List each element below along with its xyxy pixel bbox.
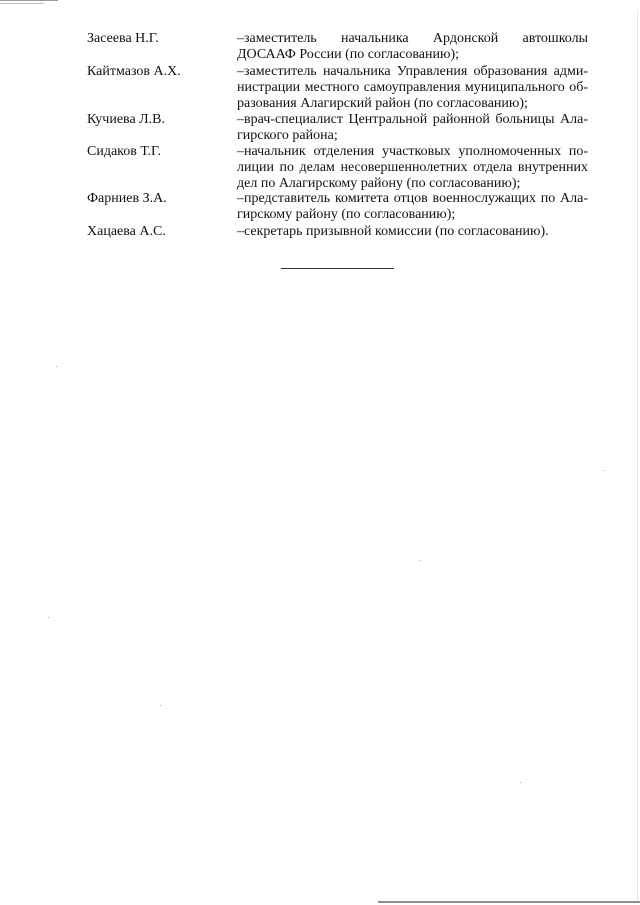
scan-speck <box>56 366 57 367</box>
member-role <box>237 144 588 192</box>
member-name: Кучиева Л.В. <box>87 112 166 127</box>
member-name: Хацаева А.С. <box>87 224 166 239</box>
member-role-line: лиции по делам несовершеннолетних отдела внутренних <box>237 160 588 175</box>
scan-speck <box>48 617 49 618</box>
scan-edge-tick <box>0 3 44 4</box>
scan-edge-line <box>0 0 58 1</box>
member-role-line: –представитель комитета отцов военнослужащих по Ала- <box>237 191 588 206</box>
member-role <box>237 224 588 240</box>
member-role-line: –заместитель начальника Управления образования адми- <box>237 64 588 79</box>
member-name: Кайтмазов А.Х. <box>87 64 181 79</box>
member-role <box>237 64 588 112</box>
member-role-line: –начальник отделения участковых уполномоченных по- <box>237 144 588 159</box>
scan-right-edge <box>637 10 638 903</box>
scan-speck <box>603 470 604 471</box>
member-role-line: –секретарь призывной комиссии (по согласованию). <box>237 224 549 239</box>
member-name: Фарниев З.А. <box>87 191 167 206</box>
member-role-line: ДОСААФ России (по согласованию); <box>237 47 460 62</box>
member-role <box>237 112 588 144</box>
member-role-line: нистрации местного самоуправления муниципального об- <box>237 80 588 95</box>
member-role-line: гирскому району (по согласованию); <box>237 207 456 222</box>
member-name: Засеева Н.Г. <box>87 31 159 46</box>
member-role-line: –врач-специалист Центральной районной больницы Ала- <box>237 112 588 127</box>
end-of-list-rule <box>281 268 394 269</box>
member-role-line: гирского района; <box>237 128 338 143</box>
member-role-line: дел по Алагирскому району (по согласованию); <box>237 176 521 191</box>
scan-speck <box>160 705 161 706</box>
member-role <box>237 31 588 63</box>
scan-speck <box>420 560 421 561</box>
member-name: Сидаков Т.Г. <box>87 144 162 159</box>
member-role-line: –заместитель начальника Ардонской автошколы <box>237 31 588 46</box>
scan-speck <box>520 782 521 783</box>
member-role-line: разования Алагирский район (по согласованию); <box>237 96 528 111</box>
scan-bottom-edge <box>378 901 640 903</box>
member-role <box>237 191 588 223</box>
